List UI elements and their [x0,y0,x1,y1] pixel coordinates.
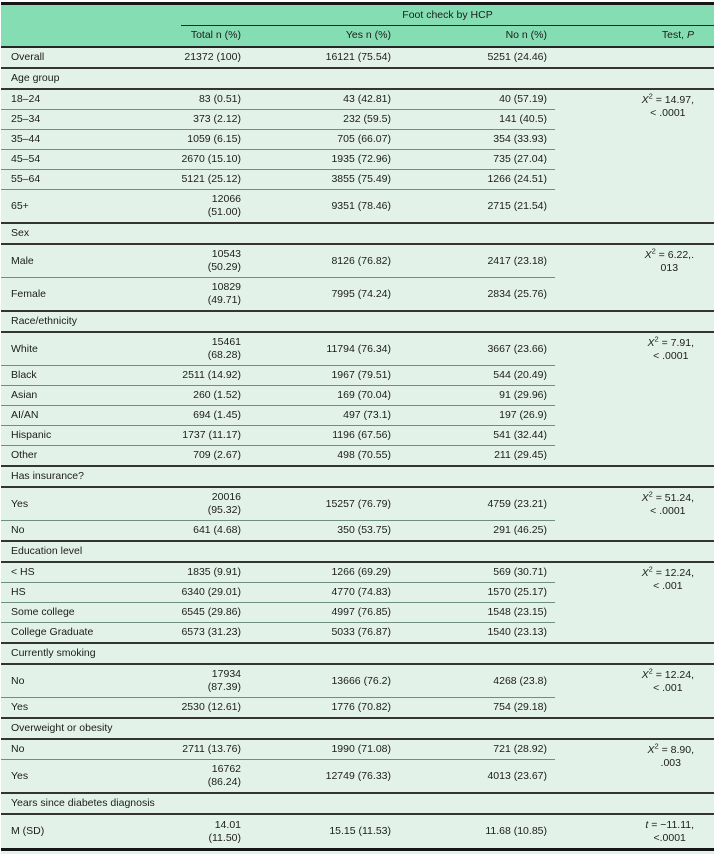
row-label: No [1,521,181,542]
yes-cell: 169 (70.04) [249,386,399,406]
total-cell: 15461 (68.28) [181,332,249,366]
total-cell: 2670 (15.10) [181,150,249,170]
total-cell: 260 (1.52) [181,386,249,406]
total-cell: 20016 (95.32) [181,487,249,521]
test-cell-chi-square [555,89,714,223]
row-label: 55–64 [1,170,181,190]
yes-cell: 1776 (70.82) [249,698,399,719]
total-cell: 709 (2.67) [181,446,249,467]
yes-cell: 5033 (76.87) [249,623,399,644]
test-statistic: $X^2 = 7.91$, [647,334,695,349]
no-cell: 5251 (24.46) [399,47,555,68]
total-cell: 6340 (29.01) [181,583,249,603]
total-cell: 1059 (6.15) [181,130,249,150]
no-cell: 4268 (23.8) [399,664,555,698]
foot-check-statistics-table [1,2,714,851]
p-value: < .0001 [650,107,686,119]
total-cell: 14.01 (11.50) [181,814,249,850]
yes-cell: 1967 (79.51) [249,366,399,386]
row-label: Female [1,278,181,312]
row-label: No [1,664,181,698]
section-header-label: Education level [1,541,714,562]
yes-cell: 7995 (74.24) [249,278,399,312]
test-cell-chi-square [555,487,714,541]
spanner-header: Foot check by HCP [181,4,714,26]
test-statistic: t = −11.11, [645,819,695,831]
p-value: < .0001 [653,350,689,362]
section-header-years-diagnosis [1,793,714,814]
table-row-overall [1,47,714,68]
no-cell: 11.68 (10.85) [399,814,555,850]
test-cell-chi-square [555,664,714,718]
yes-cell: 4770 (74.83) [249,583,399,603]
row-label: No [1,739,181,760]
row-label: 45–54 [1,150,181,170]
row-label: 25–34 [1,110,181,130]
test-statistic: $X^2 = 51.24$, [641,489,695,504]
section-header-label: Has insurance? [1,466,714,487]
total-cell: 2711 (13.76) [181,739,249,760]
p-value: .003 [660,757,681,769]
no-cell: 40 (57.19) [399,89,555,110]
yes-cell: 12749 (76.33) [249,760,399,794]
row-label: 35–44 [1,130,181,150]
yes-cell: 4997 (76.85) [249,603,399,623]
yes-cell: 3855 (75.49) [249,170,399,190]
column-header-total: Total n (%) [181,26,249,48]
test-cell-t-test [555,814,714,850]
test-statistic: $X^2 = 14.97$, [641,91,695,106]
yes-cell: 1990 (71.08) [249,739,399,760]
column-header-row [1,26,714,48]
table-row [1,332,714,366]
row-label: Male [1,244,181,278]
total-cell: 17934 (87.39) [181,664,249,698]
total-cell: 373 (2.12) [181,110,249,130]
no-cell: 291 (46.25) [399,521,555,542]
no-cell: 1570 (25.17) [399,583,555,603]
row-label: Asian [1,386,181,406]
section-header-overweight [1,718,714,739]
table-row [1,244,714,278]
table-row [1,487,714,521]
row-label: White [1,332,181,366]
test-statistic: $X^2 = 6.22$,. [644,246,695,261]
section-header-insurance [1,466,714,487]
row-label: HS [1,583,181,603]
row-label: 65+ [1,190,181,224]
no-cell: 2715 (21.54) [399,190,555,224]
header-corner-cell [1,4,181,26]
section-header-age-group [1,68,714,89]
no-cell: 4013 (23.67) [399,760,555,794]
row-label: Yes [1,760,181,794]
total-cell: 1835 (9.91) [181,562,249,583]
total-cell: 12066 (51.00) [181,190,249,224]
row-label: M (SD) [1,814,181,850]
header-empty-cell [1,26,181,48]
test-statistic: $X^2 = 12.24$, [641,564,695,579]
no-cell: 3667 (23.66) [399,332,555,366]
spanner-header-row [1,4,714,26]
total-cell: 5121 (25.12) [181,170,249,190]
row-label: Some college [1,603,181,623]
row-label: AI/AN [1,406,181,426]
yes-cell: 16121 (75.54) [249,47,399,68]
section-header-label: Age group [1,68,714,89]
total-cell: 641 (4.68) [181,521,249,542]
test-cell-chi-square [555,562,714,643]
section-header-label: Overweight or obesity [1,718,714,739]
no-cell: 2417 (23.18) [399,244,555,278]
total-cell: 1737 (11.17) [181,426,249,446]
section-header-sex [1,223,714,244]
table-row [1,562,714,583]
section-header-education [1,541,714,562]
p-value: <.0001 [653,832,686,844]
column-header-no: No n (%) [399,26,555,48]
yes-cell: 497 (73.1) [249,406,399,426]
yes-cell: 8126 (76.82) [249,244,399,278]
no-cell: 141 (40.5) [399,110,555,130]
total-cell: 10543 (50.29) [181,244,249,278]
total-cell: 16762 (86.24) [181,760,249,794]
test-statistic: $X^2 = 12.24$, [641,666,695,681]
total-cell: 21372 (100) [181,47,249,68]
no-cell: 569 (30.71) [399,562,555,583]
section-header-label: Race/ethnicity [1,311,714,332]
p-value: < .001 [653,682,683,694]
yes-cell: 350 (53.75) [249,521,399,542]
yes-cell: 15.15 (11.53) [249,814,399,850]
no-cell: 721 (28.92) [399,739,555,760]
yes-cell: 1935 (72.96) [249,150,399,170]
table-row [1,664,714,698]
yes-cell: 705 (66.07) [249,130,399,150]
total-cell: 2511 (14.92) [181,366,249,386]
test-cell-chi-square [555,332,714,466]
total-cell: 6573 (31.23) [181,623,249,644]
test-cell-empty [555,47,714,68]
yes-cell: 13666 (76.2) [249,664,399,698]
yes-cell: 15257 (76.79) [249,487,399,521]
row-label: 18–24 [1,89,181,110]
no-cell: 197 (26.9) [399,406,555,426]
row-label: College Graduate [1,623,181,644]
column-header-test: Test, P [555,26,714,48]
row-label: Black [1,366,181,386]
section-header-race [1,311,714,332]
p-value: < .001 [653,580,683,592]
yes-cell: 11794 (76.34) [249,332,399,366]
section-header-label: Years since diabetes diagnosis [1,793,714,814]
p-value: < .0001 [650,505,686,517]
table-row [1,89,714,110]
table-row [1,739,714,760]
row-label: Other [1,446,181,467]
total-cell: 694 (1.45) [181,406,249,426]
yes-cell: 232 (59.5) [249,110,399,130]
column-header-yes: Yes n (%) [249,26,399,48]
yes-cell: 498 (70.55) [249,446,399,467]
no-cell: 1266 (24.51) [399,170,555,190]
no-cell: 354 (33.93) [399,130,555,150]
no-cell: 544 (20.49) [399,366,555,386]
no-cell: 211 (29.45) [399,446,555,467]
no-cell: 1540 (23.13) [399,623,555,644]
total-cell: 2530 (12.61) [181,698,249,719]
p-value: 013 [660,262,679,274]
row-label: Hispanic [1,426,181,446]
test-statistic: $X^2 = 8.90$, [647,741,695,756]
no-cell: 4759 (23.21) [399,487,555,521]
row-label: Yes [1,698,181,719]
yes-cell: 9351 (78.46) [249,190,399,224]
section-header-label: Sex [1,223,714,244]
test-cell-chi-square [555,244,714,311]
no-cell: 91 (29.96) [399,386,555,406]
total-cell: 83 (0.51) [181,89,249,110]
total-cell: 10829 (49.71) [181,278,249,312]
section-header-label: Currently smoking [1,643,714,664]
yes-cell: 43 (42.81) [249,89,399,110]
table-row [1,814,714,850]
yes-cell: 1266 (69.29) [249,562,399,583]
no-cell: 754 (29.18) [399,698,555,719]
no-cell: 2834 (25.76) [399,278,555,312]
p-italic-label: P [687,29,695,41]
no-cell: 735 (27.04) [399,150,555,170]
test-cell-chi-square [555,739,714,793]
no-cell: 1548 (23.15) [399,603,555,623]
yes-cell: 1196 (67.56) [249,426,399,446]
row-label: Yes [1,487,181,521]
total-cell: 6545 (29.86) [181,603,249,623]
row-label: Overall [1,47,181,68]
section-header-smoking [1,643,714,664]
no-cell: 541 (32.44) [399,426,555,446]
row-label: < HS [1,562,181,583]
